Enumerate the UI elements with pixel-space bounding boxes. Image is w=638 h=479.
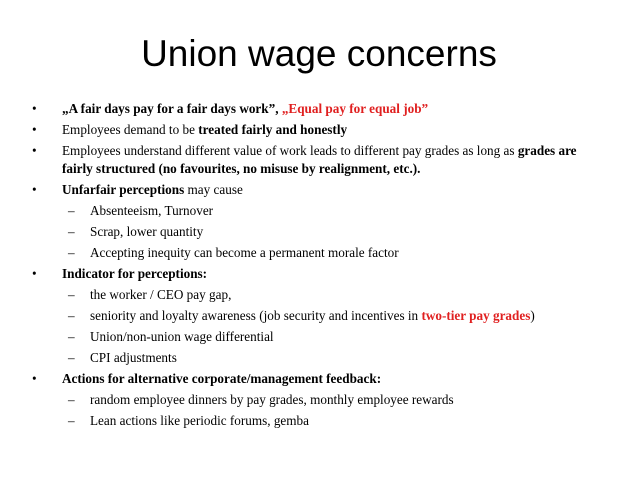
- equal-pay-quote: „Equal pay for equal job”: [281, 101, 429, 116]
- sub-item: [30, 286, 610, 304]
- dash-marker: –: [68, 245, 75, 260]
- sub-item-text: the worker / CEO pay gap,: [90, 287, 232, 302]
- bullet-list: [30, 100, 610, 433]
- sub-item: [30, 328, 610, 346]
- bullet-marker: •: [32, 182, 37, 197]
- sub-item-text: Union/non-union wage differential: [90, 329, 274, 344]
- list-item: [30, 370, 610, 388]
- list-item: [30, 181, 610, 199]
- sub-item-text: Accepting inequity can become a permanent morale factor: [90, 245, 399, 260]
- sub-item: [30, 244, 610, 262]
- dash-marker: –: [68, 350, 75, 365]
- sub-item-text: ): [530, 308, 535, 323]
- bullet-marker: •: [32, 143, 37, 158]
- dash-marker: –: [68, 329, 75, 344]
- sub-item: [30, 223, 610, 241]
- bullet-marker: •: [32, 122, 37, 137]
- item-emphasis: treated fairly and honestly: [198, 122, 348, 137]
- list-item: [30, 121, 610, 139]
- sub-item: [30, 412, 610, 430]
- sub-item-text: Lean actions like periodic forums, gemba: [90, 413, 309, 428]
- item-text: may cause: [184, 182, 243, 197]
- dash-marker: –: [68, 308, 75, 323]
- item-emphasis: Indicator for perceptions:: [62, 266, 208, 281]
- list-item: [30, 100, 610, 118]
- dash-marker: –: [68, 413, 75, 428]
- slide-title: Union wage concerns: [141, 33, 497, 74]
- bullet-marker: •: [32, 266, 37, 281]
- dash-marker: –: [68, 224, 75, 239]
- sub-item-text: Scrap, lower quantity: [90, 224, 204, 239]
- sub-item-text: CPI adjustments: [90, 350, 177, 365]
- item-text: Employees demand to be: [62, 122, 199, 137]
- dash-marker: –: [68, 287, 75, 302]
- list-item: [30, 142, 610, 178]
- dash-marker: –: [68, 392, 75, 407]
- sub-item-text: seniority and loyalty awareness (job security and incentives in: [90, 308, 422, 323]
- sub-item-text: random employee dinners by pay grades, monthly employee rewards: [90, 392, 454, 407]
- sub-item: [30, 307, 610, 325]
- item-text: Employees understand different value of work leads to different pay grades as long as: [62, 143, 518, 158]
- bullet-marker: •: [32, 101, 37, 116]
- fair-pay-quote: „A fair days pay for a fair days work”,: [62, 101, 282, 116]
- dash-marker: –: [68, 203, 75, 218]
- sub-item: [30, 202, 610, 220]
- item-emphasis: Unfarfair perceptions: [62, 182, 185, 197]
- sub-item-text: Absenteeism, Turnover: [90, 203, 214, 218]
- item-emphasis: grades are fairly structured (no favourites, no misuse by realignment, etc.).: [62, 143, 577, 176]
- sub-item: [30, 391, 610, 409]
- bullet-marker: •: [32, 371, 37, 386]
- two-tier-highlight: two-tier pay grades: [421, 308, 531, 323]
- list-item: [30, 265, 610, 283]
- sub-item: [30, 349, 610, 367]
- item-emphasis: Actions for alternative corporate/management feedback:: [62, 371, 382, 386]
